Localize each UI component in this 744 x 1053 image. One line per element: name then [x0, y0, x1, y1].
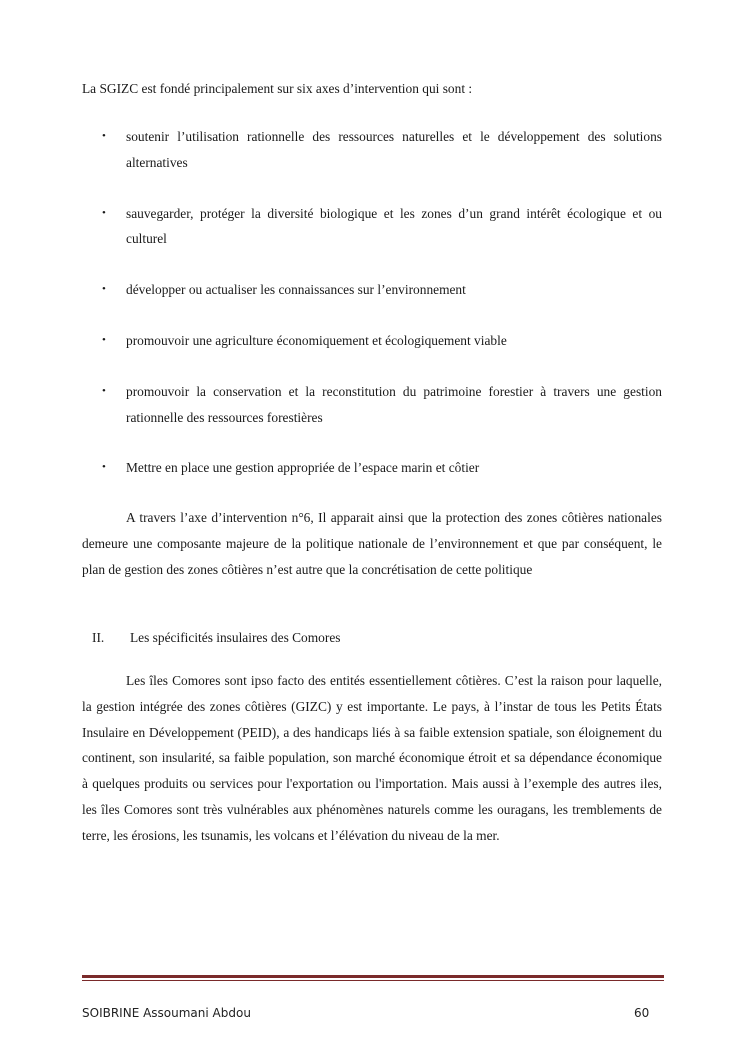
bullet-icon: • — [102, 461, 106, 474]
bullet-icon: • — [102, 333, 106, 346]
list-item — [82, 277, 662, 303]
list-item — [82, 379, 662, 431]
list-item-text: développer ou actualiser les connaissances sur l’environnement — [126, 282, 466, 298]
body-paragraph-axis-6 — [82, 505, 662, 582]
paragraph-text: Les îles Comores sont ipso facto des entités essentiellement côtières. C’est la raison pour laquelle, la gestion intégrée des zones côtières (GIZC) y est importante. Le pays, à l’instar de tous les Petits États Insulaire en Développement (PEID), a des handicaps liés à sa faible extension spatiale, son éloignement du continent, son insularité, sa faible population, son marché économique étroit et sa dépendance économique à quelques produits ou services pour l'exportation ou l'importation. Mais aussi à l’exemple des autres iles, les îles Comores sont très vulnérables aux phénomènes naturels comme les ouragans, les tremblements de terre, les érosions, les tsunamis, les volcans et l’élévation du niveau de la mer. — [82, 673, 662, 843]
list-item — [82, 328, 662, 354]
bullet-icon: • — [102, 130, 106, 142]
list-item-text: promouvoir une agriculture économiquement et écologiquement viable — [126, 332, 507, 348]
intro-paragraph: La SGIZC est fondé principalement sur six axes d’intervention qui sont : — [82, 81, 473, 96]
list-item-text: sauvegarder, protéger la diversité biologique et les zones d’un grand intérêt écologique et ou culturel — [126, 205, 662, 247]
footer-divider-thick — [82, 975, 664, 978]
bullet-icon: • — [102, 384, 106, 397]
section-heading — [92, 625, 340, 651]
footer-divider-thin — [82, 980, 664, 981]
list-item-text: promouvoir la conservation et la reconstitution du patrimoine forestier à travers une gestion rationnelle des ressources forestières — [126, 383, 662, 425]
list-item — [82, 201, 662, 253]
page-number: 60 — [634, 1006, 650, 1020]
section-title: Les spécificités insulaires des Comores — [130, 630, 341, 645]
list-item-text: Mettre en place une gestion appropriée de l’espace marin et côtier — [126, 460, 480, 476]
bullet-icon: • — [102, 283, 106, 296]
intervention-axes-list — [82, 124, 662, 481]
list-item — [82, 455, 662, 481]
paragraph-text: A travers l’axe d’intervention n°6, Il apparait ainsi que la protection des zones côtières nationales demeure une composante majeure de la politique nationale de l’environnement et que par conséquent, le plan de gestion des zones côtières n’est autre que la concrétisation de cette politique — [82, 510, 662, 577]
section-number: II. — [92, 630, 105, 645]
body-paragraph-comores — [82, 668, 662, 849]
list-item — [82, 124, 662, 176]
bullet-icon: • — [102, 206, 106, 219]
list-item-text: soutenir l’utilisation rationnelle des ressources naturelles et le développement des solutions alternatives — [126, 129, 662, 170]
footer-author: SOIBRINE Assoumani Abdou — [82, 1006, 251, 1020]
